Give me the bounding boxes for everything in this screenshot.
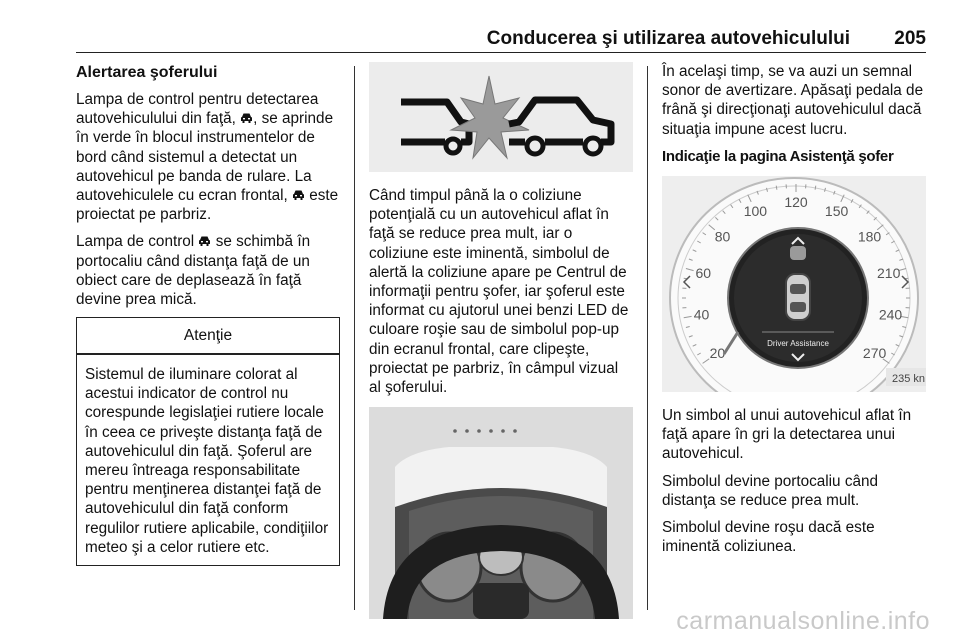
section-heading: Alertarea şoferului [76,64,218,81]
speed-label: 20 [709,345,726,362]
chapter-title: Conducerea şi utilizarea autovehiculului [486,28,850,49]
speed-label: 80 [714,228,731,245]
speed-label: 150 [824,203,849,220]
car-front-icon [198,235,211,247]
header-divider [76,52,926,53]
odometer-readout: 235 kn [892,373,926,386]
watermark: carmanualsonline.info [676,607,930,635]
column-divider-2 [647,66,648,610]
paragraph-detection-lamp: Lampa de control pentru detectarea autovehiculului din faţă, , se aprinde în verde în blocul instrumentelor de bord când sistemul a detectat un autovehicul pe banda de rulare. La autovehiculele cu ecran frontal, este proiectat pe parbriz. [76,91,339,224]
warning-body: Sistemul de iluminare colorat al acestui indicator de control nu corespunde legislaţiei rutiere locale în ceea ce priveşte distanţa faţă de autovehiculul din faţă. Şoferul are mereu întreaga responsabilitate pentru menţinerea distanţei faţă de autovehiculul din faţă conform regulilor rutiere aplicabile, condiţiilor meteo şi a celor rutiere etc. [85,365,329,556]
warning-box [76,317,340,566]
speed-label: 40 [693,306,710,323]
paragraph-acoustic-signal: În acelaşi timp, se va auzi un semnal sonor de avertizare. Apăsaţi pedala de frână şi direcţionaţi autovehiculul dacă situaţia impune acest lucru. [662,63,924,138]
gauge-tick [815,186,816,190]
speed-label: 180 [857,228,882,245]
warning-title: Atenţie [183,327,233,345]
collision-icon [369,62,633,172]
column-2 [369,62,633,619]
driver-assistance-gauge-illustration [662,176,926,392]
car-front-icon [292,189,305,201]
screen-label: Driver Assistance [767,339,829,349]
car-front-icon [240,112,253,124]
gauge-tick [776,186,777,190]
paragraph-orange-lamp: Lampa de control se schimbă în portocaliu când distanţa faţă de un obiect care de deplasează în faţă devine prea mică. [76,233,311,309]
paragraph-red-symbol: Simbolul devine roşu dacă este iminentă coliziunea. [662,519,875,556]
collision-symbol-illustration [369,62,633,172]
speed-label: 60 [695,265,712,282]
speed-label: 120 [784,194,808,211]
column-divider-1 [354,66,355,610]
speed-label: 270 [862,345,887,362]
paragraph-orange-symbol: Simbolul devine portocaliu când distanţa se reduce prea mult. [662,472,878,509]
column-1 [76,62,340,566]
speed-label: 240 [878,306,903,323]
paragraph-collision-alert: Când timpul până la o coliziune potenţială cu un autovehicul aflat în faţă se reduce prea mult, iar o coliziune este iminentă, simbolul de alertă la coliziune apare pe Centrul de informaţii pentru şofer, iar şoferul este informat cu ajutorul unei benzi LED de culoare roşie sau de simbolul pop-up din ecranul frontal, care clipeşte, proiectat pe parbriz, în câmpul vizual al şoferului. [369,187,629,397]
speed-label: 100 [743,203,768,220]
speed-label: 210 [877,265,901,282]
page-number: 205 [894,28,926,49]
paragraph-grey-symbol: Un simbol al unui autovehicul aflat în faţă apare în gri la detectarea unui autovehicul. [662,407,912,463]
subheading: Indicaţie la pagina Asistenţă şofer [662,147,894,165]
head-up-display-illustration [369,407,633,619]
page-header [76,28,926,52]
column-3 [662,62,926,564]
